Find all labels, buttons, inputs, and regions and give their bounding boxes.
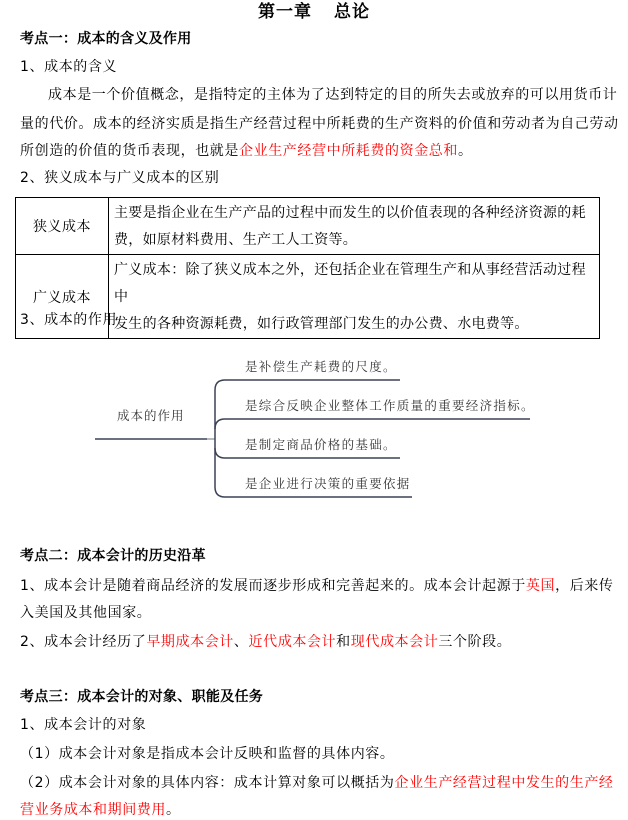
table-row — [16, 198, 600, 255]
chapter-number: 第一章 — [258, 2, 312, 22]
definition-line2: 量的代价。成本的经济实质是指生产经营过程中所耗费的生产资料的价值和劳动者为自己劳动 — [20, 116, 619, 132]
table-value-line: 主要是指企业在生产产品的过程中而发生的以价值表现的各种经济资源的耗 — [114, 205, 586, 221]
object-highlight: 营业务成本和期间费用 — [20, 802, 166, 818]
section3-sub1: 1、成本会计的对象 — [20, 717, 147, 733]
definition-line3 — [20, 142, 473, 160]
history-item2-prefix: 2、成本会计经历了 — [20, 634, 147, 650]
history-item2-suffix: 三个阶段。 — [438, 634, 512, 650]
table-value-line: 费，如原材料费用、生产工人工资等。 — [114, 232, 358, 248]
section1-sub1: 1、成本的含义 — [20, 59, 118, 75]
separator: 和 — [336, 634, 351, 650]
stage-modern: 近代成本会计 — [248, 634, 337, 650]
table-value-narrow-cost — [109, 198, 600, 255]
definition-line1: 成本是一个价值概念，是指特定的主体为了达到特定的目的所失去或放弃的可以用货币计 — [48, 87, 618, 103]
object-point2-line1 — [20, 774, 614, 792]
cost-function-mindmap — [0, 340, 628, 520]
definition-line3-suffix: 。 — [458, 143, 473, 159]
mindmap-root: 成本的作用 — [117, 408, 185, 423]
definition-highlight: 企业生产经营中所耗费的资金总和 — [239, 143, 458, 159]
mindmap-branch: 是补偿生产耗费的尺度。 — [245, 359, 397, 374]
history-item1-line1 — [20, 577, 614, 595]
table-key-narrow-cost: 狭义成本 — [16, 198, 109, 255]
history-item1-suffix: ，后来传 — [555, 578, 614, 594]
definition-line3-prefix: 所创造的价值的货币表现，也就是 — [20, 143, 239, 159]
table-value-line: 广义成本：除了狭义成本之外，还包括企业在管理生产和从事经营活动过程中 — [114, 262, 586, 305]
table-value-line: 发生的各种资源耗费，如行政管理部门发生的办公费、水电费等。 — [114, 316, 529, 332]
object-point2-prefix: （2）成本会计对象的具体内容：成本计算对象可以概括为 — [20, 775, 395, 791]
mindmap-branch: 是企业进行决策的重要依据 — [245, 476, 411, 491]
stage-early: 早期成本会计 — [146, 634, 234, 650]
origin-country-highlight: 英国 — [525, 578, 556, 594]
object-point2-line2 — [20, 801, 181, 819]
table-value-broad-cost — [109, 255, 600, 339]
history-item1-prefix: 1、成本会计是随着商品经济的发展而逐步形成和完善起来的。成本会计起源于 — [20, 578, 526, 594]
separator: 、 — [233, 634, 249, 650]
section1-sub2: 2、狭义成本与广义成本的区别 — [20, 170, 220, 186]
history-item2 — [20, 633, 511, 651]
section1-sub3: 3、成本的作用 — [20, 312, 118, 328]
object-point1: （1）成本会计对象是指成本会计反映和监督的具体内容。 — [20, 746, 395, 762]
mindmap-branch: 是制定商品价格的基础。 — [245, 437, 397, 452]
history-item1-line2: 入美国及其他国家。 — [20, 605, 152, 621]
section2-heading: 考点二：成本会计的历史沿革 — [20, 548, 206, 564]
object-highlight: 企业生产经营过程中发生的生产经 — [394, 775, 614, 791]
mindmap-branch: 是综合反映企业整体工作质量的重要经济指标。 — [245, 398, 535, 413]
stage-contemporary: 现代成本会计 — [350, 634, 439, 650]
section1-heading: 考点一：成本的含义及作用 — [20, 31, 192, 47]
table-key-broad-cost: 广义成本 — [16, 255, 109, 339]
chapter-name: 总论 — [334, 2, 370, 22]
section3-heading: 考点三：成本会计的对象、职能及任务 — [20, 689, 264, 705]
object-point2-suffix: 。 — [166, 802, 181, 818]
chapter-title — [0, 2, 628, 22]
